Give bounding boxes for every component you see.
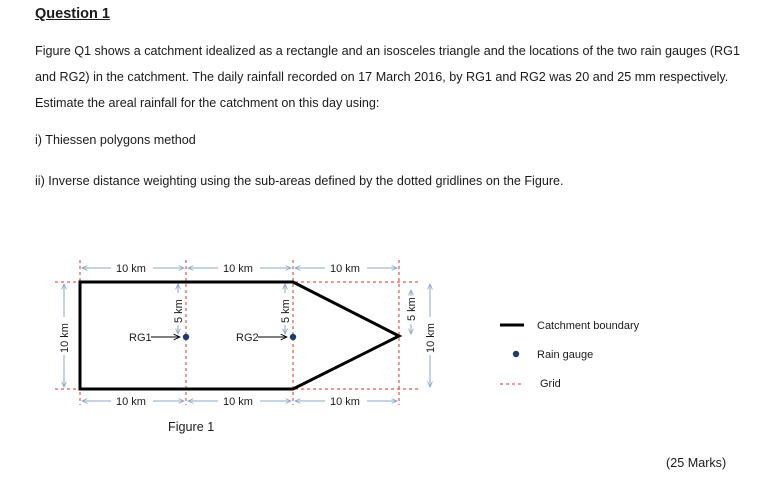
half-dim-1: 5 km (173, 299, 185, 323)
top-dim-2: 10 km (223, 263, 253, 275)
legend-boundary-label: Catchment boundary (537, 320, 640, 332)
legend-gauge-label: Rain gauge (537, 349, 594, 361)
half-dim-2: 5 km (280, 299, 292, 323)
bottom-dim-2: 10 km (223, 396, 253, 408)
left-dim-label: 10 km (59, 323, 71, 353)
rain-gauge-rg1 (183, 334, 189, 340)
marks: (25 Marks) (666, 456, 727, 470)
legend-gauge-swatch (513, 351, 519, 357)
half-dimensions (178, 284, 411, 334)
question-title: Question 1 (35, 6, 110, 22)
rg2-label: RG2 (236, 332, 259, 344)
top-dim-1: 10 km (116, 263, 146, 275)
bottom-dim-3: 10 km (330, 396, 360, 408)
question-paragraph: Figure Q1 shows a catchment idealized as a rectangle and an isosceles triangle and the locations of the two rain gauges (RG1 and RG2) in the catchment. The daily rainfall recorded on 17 March 2016, by RG1 and RG2 was 20 and 25 mm respectively. Estimate the areal rainfall for the catchment on this day using: (35, 44, 740, 110)
rg1-label: RG1 (129, 332, 152, 344)
item-thiessen: i) Thiessen polygons method (35, 133, 196, 147)
figure-caption: Figure 1 (168, 420, 215, 434)
item-idw: ii) Inverse distance weighting using the sub-areas defined by the dotted gridlines on the Figure. (35, 174, 564, 188)
right-dim-label: 10 km (425, 323, 437, 353)
rain-gauge-rg2 (290, 334, 296, 340)
half-dim-3: 5 km (406, 297, 418, 321)
top-dim-3: 10 km (330, 263, 360, 275)
legend-grid-label: Grid (540, 378, 561, 390)
bottom-dim-1: 10 km (116, 396, 146, 408)
